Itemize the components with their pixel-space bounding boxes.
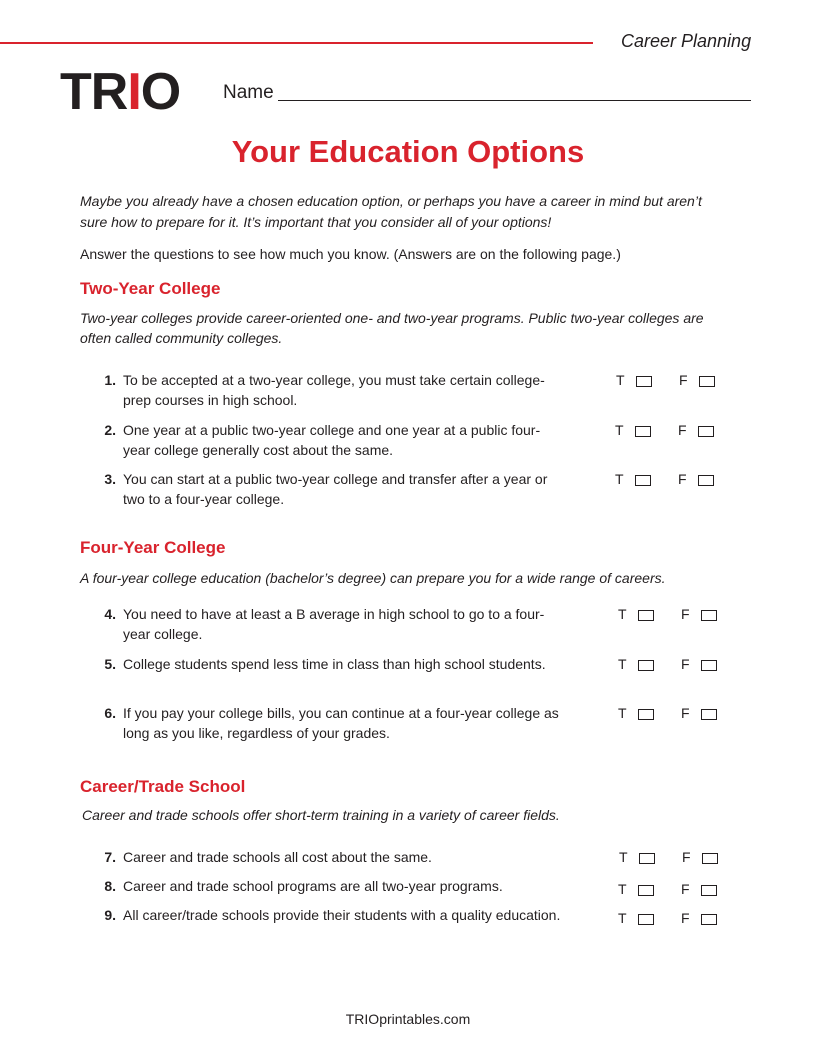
false-label: F xyxy=(681,910,690,926)
question-text: To be accepted at a two-year college, you must take certain college-prep courses in high school. xyxy=(123,372,545,408)
question-number: 9. xyxy=(104,907,116,923)
false-checkbox[interactable] xyxy=(698,475,714,486)
footer-url[interactable]: TRIOprintables.com xyxy=(345,1011,471,1027)
section-desc-two-year: Two-year colleges provide career-oriented one- and two-year programs. Public two-year colleges are often called community colleges. xyxy=(80,310,704,346)
question-text: All career/trade schools provide their students with a quality education. xyxy=(123,907,561,923)
question-number: 6. xyxy=(104,705,116,721)
category-label: Career Planning xyxy=(621,31,752,51)
question-text: Career and trade schools all cost about the same. xyxy=(123,849,432,865)
false-label: F xyxy=(678,471,687,487)
false-label: F xyxy=(681,705,690,721)
true-label: T xyxy=(615,422,624,438)
false-label: F xyxy=(679,372,688,388)
question-number: 2. xyxy=(104,422,116,438)
trio-logo: TRIO xyxy=(60,63,181,121)
true-checkbox[interactable] xyxy=(638,610,654,621)
false-checkbox[interactable] xyxy=(698,426,714,437)
question-item xyxy=(96,654,736,694)
name-label: Name xyxy=(223,82,274,103)
section-heading-four-year: Four-Year College xyxy=(80,538,226,557)
question-number: 3. xyxy=(104,471,116,487)
question-number: 5. xyxy=(104,656,116,672)
question-text: One year at a public two-year college and one year at a public four-year college generally cost about the same. xyxy=(123,422,541,458)
section-desc-four-year: A four-year college education (bachelor’s degree) can prepare you for a wide range of careers. xyxy=(80,570,666,586)
section-heading-two-year: Two-Year College xyxy=(80,279,221,298)
true-checkbox[interactable] xyxy=(638,660,654,671)
name-field-line[interactable] xyxy=(278,100,751,101)
intro-text: Maybe you already have a chosen education option, or perhaps you have a career in mind but aren’t sure how to prepare for it. It’s important that you consider all of your options! xyxy=(80,193,702,230)
question-text: You can start at a public two-year college and transfer after a year or two to a four-year college. xyxy=(123,471,548,507)
true-checkbox[interactable] xyxy=(636,376,652,387)
true-checkbox[interactable] xyxy=(635,426,651,437)
question-item xyxy=(96,370,736,410)
question-item xyxy=(96,905,736,945)
false-label: F xyxy=(681,656,690,672)
false-checkbox[interactable] xyxy=(701,885,717,896)
instructions-text: Answer the questions to see how much you know. (Answers are on the following page.) xyxy=(80,246,621,262)
false-label: F xyxy=(681,881,690,897)
question-text: College students spend less time in class than high school students. xyxy=(123,656,546,672)
true-label: T xyxy=(618,656,627,672)
false-checkbox[interactable] xyxy=(699,376,715,387)
false-checkbox[interactable] xyxy=(701,709,717,720)
question-item xyxy=(96,604,736,644)
page-title: Your Education Options xyxy=(231,134,585,169)
true-label: T xyxy=(615,471,624,487)
true-checkbox[interactable] xyxy=(639,853,655,864)
section-heading-career-trade: Career/Trade School xyxy=(80,777,246,796)
question-item xyxy=(96,420,736,460)
question-number: 7. xyxy=(104,849,116,865)
false-checkbox[interactable] xyxy=(702,853,718,864)
section-desc-career-trade: Career and trade schools offer short-term training in a variety of career fields. xyxy=(82,807,560,823)
true-label: T xyxy=(619,849,628,865)
true-checkbox[interactable] xyxy=(638,914,654,925)
question-text: Career and trade school programs are all two-year programs. xyxy=(123,878,503,894)
false-label: F xyxy=(682,849,691,865)
true-label: T xyxy=(618,910,627,926)
false-checkbox[interactable] xyxy=(701,660,717,671)
true-checkbox[interactable] xyxy=(638,885,654,896)
true-label: T xyxy=(616,372,625,388)
false-checkbox[interactable] xyxy=(701,914,717,925)
question-number: 4. xyxy=(104,606,116,622)
true-checkbox[interactable] xyxy=(638,709,654,720)
false-label: F xyxy=(681,606,690,622)
question-number: 8. xyxy=(104,878,116,894)
question-text: You need to have at least a B average in high school to go to a four-year college. xyxy=(123,606,545,642)
true-label: T xyxy=(618,705,627,721)
question-item xyxy=(96,469,736,509)
question-number: 1. xyxy=(104,372,116,388)
header-rule xyxy=(0,42,593,44)
question-item xyxy=(96,703,736,743)
question-text: If you pay your college bills, you can continue at a four-year college as long as you like, regardless of your grades. xyxy=(123,705,559,741)
false-label: F xyxy=(678,422,687,438)
true-label: T xyxy=(618,606,627,622)
false-checkbox[interactable] xyxy=(701,610,717,621)
true-label: T xyxy=(618,881,627,897)
true-checkbox[interactable] xyxy=(635,475,651,486)
